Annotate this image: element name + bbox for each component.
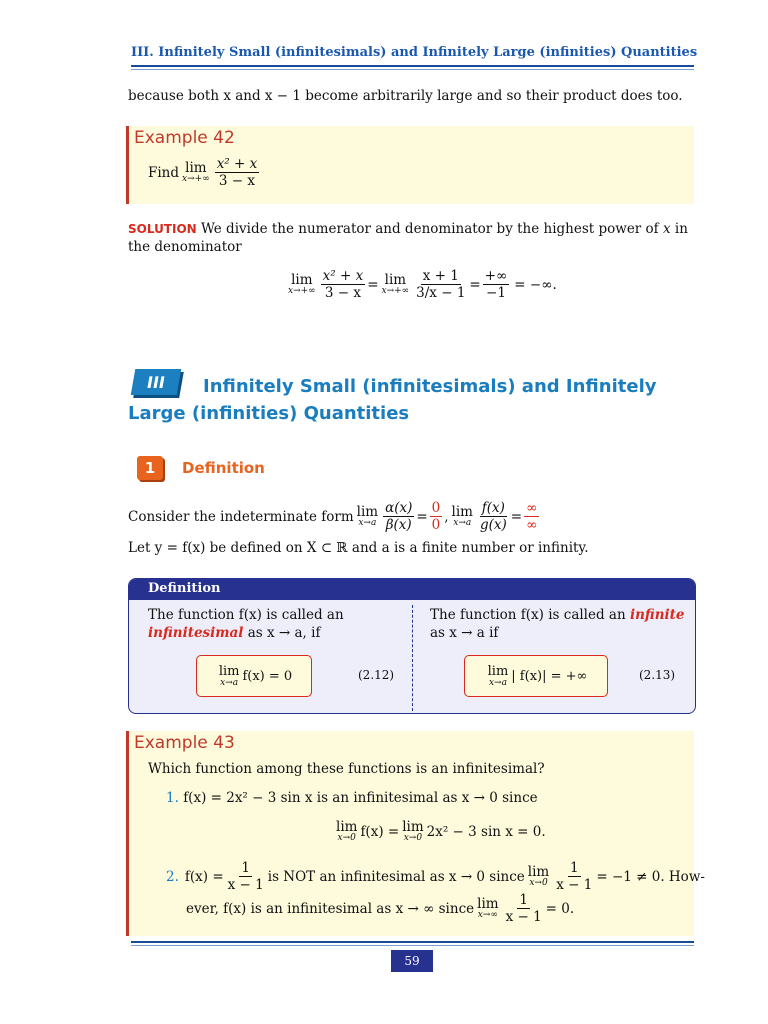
definition-divider: [412, 605, 413, 711]
equals-2: =: [510, 508, 523, 525]
limit-operator: lim x→a: [356, 504, 379, 528]
example-43-question: Which function among these functions is an infinitesimal?: [148, 761, 545, 777]
example-42-heading: Example 42: [134, 128, 235, 148]
limit-operator: lim x→+∞: [182, 160, 210, 184]
definition-box-header: Definition: [129, 579, 695, 600]
subsection-badge: 1: [137, 456, 163, 480]
footer-rule: [131, 941, 694, 943]
item-1-equation: lim x→0 f(x) = lim x→0 2x² − 3 sin x = 0.: [336, 819, 546, 843]
consider-paragraph: [128, 500, 541, 533]
equals: =: [367, 276, 379, 293]
example-43-item-2: 2. f(x) = $\frac{1}{x - 1}$ is NOT an infinitesimal as x → 0 since lim x→0 $\frac{1}{x - 1}$ = −1 ≠ 0. How-: [166, 860, 705, 893]
footer-rule-thin: [131, 945, 694, 946]
infinitesimal-definition: The function f(x) is called an infinitesimal as x → a, if: [148, 607, 344, 641]
result: = −∞.: [514, 276, 557, 293]
infinitesimal-term: infinitesimal: [148, 625, 244, 641]
infinite-definition: The function f(x) is called an infinite as x → a if: [430, 607, 685, 641]
example-42-problem: [148, 156, 261, 189]
let-paragraph: Let y = f(x) be defined on X ⊂ ℝ and a is a finite number or infinity.: [128, 540, 589, 556]
header-rule: [131, 65, 694, 67]
zero-over-zero: $\frac{0}{0}$: [431, 500, 441, 533]
solution-label: SOLUTION: [128, 222, 197, 236]
solution-var: x: [662, 221, 671, 237]
subsection-title: Definition: [182, 459, 265, 477]
infinite-equation: lim x→a | f(x)| = +∞: [464, 655, 608, 697]
solution-equation: [285, 268, 557, 301]
infinitesimal-equation: lim x→a f(x) = 0: [196, 655, 312, 697]
header-rule-thin: [131, 69, 694, 70]
running-header: III. Infinitely Small (infinitesimals) and Infinitely Large (infinities) Quantities: [131, 45, 698, 60]
example-43-heading: Example 43: [134, 733, 235, 753]
find-label: Find: [148, 164, 180, 181]
f-g-fraction: $\frac{f(x)}{g(x)}$: [479, 500, 507, 533]
example-43-item-2-cont: ever, f(x) is an infinitesimal as x → ∞ since lim x→∞ $\frac{1}{x - 1}$ = 0.: [186, 892, 575, 925]
item-number: 1.: [166, 790, 179, 806]
solution-text: We divide the numerator and denominator by the highest power of: [201, 221, 659, 237]
fraction: $\frac{\text{x² + x}}{3 - x}$: [216, 156, 258, 189]
infinite-term: infinite: [629, 607, 685, 623]
solution-text-cont: in the denominator: [128, 221, 688, 255]
alpha-beta-fraction: $\frac{\alpha(x)}{\beta(x)}$: [385, 500, 413, 533]
limit-operator-2: lim x→+∞: [381, 272, 410, 296]
example-42-bar: [126, 126, 129, 204]
example-43-item-1: [166, 789, 538, 807]
equation-number-2-13: (2.13): [639, 668, 676, 682]
equals: =: [416, 508, 428, 525]
section-title: Infinitely Small (infinitesimals) and Infinitely Large (infinities) Quantities: [128, 376, 657, 424]
equation-number-2-12: (2.12): [358, 668, 395, 682]
comma: ,: [444, 508, 449, 525]
item-text: f(x) = 2x² − 3 sin x is an infinitesimal as x → 0 since: [183, 790, 538, 806]
page-number: 59: [391, 950, 433, 972]
intro-paragraph: because both x and x − 1 become arbitrarily large and so their product does too.: [128, 88, 683, 104]
equals-2: =: [469, 276, 481, 293]
section-badge: III: [131, 369, 182, 395]
fraction-3: $\frac{+\infty}{-1}$: [484, 268, 508, 301]
limit-operator: lim x→+∞: [288, 272, 316, 296]
example-43-bar: [126, 731, 129, 936]
limit-operator-2: lim x→a: [451, 504, 473, 528]
item-number: 2.: [166, 868, 179, 885]
definition-box: [128, 578, 696, 714]
inf-over-inf: $\frac{\infty}{\infty}$: [526, 500, 538, 533]
fraction-2: $\frac{x + 1}{3/x - 1}$: [416, 268, 466, 301]
consider-text: Consider the indeterminate form: [128, 508, 354, 525]
fraction-1: $\frac{\text{x² + x}}{3 - x}$: [322, 268, 364, 301]
solution-paragraph: [128, 220, 698, 256]
